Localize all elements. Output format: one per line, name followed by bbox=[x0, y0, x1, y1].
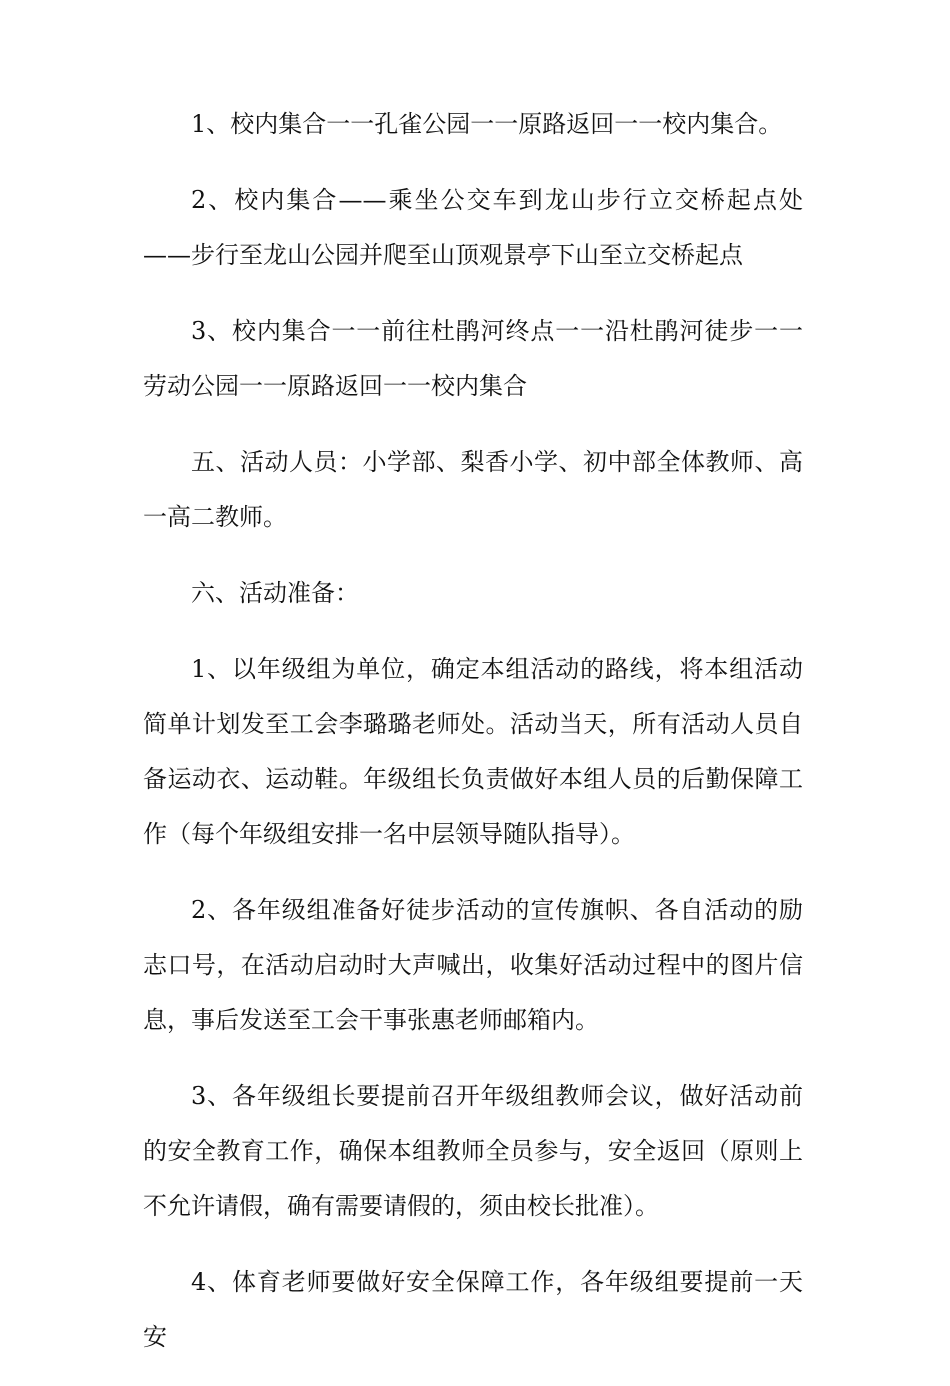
preparation-item-1: 1、以年级组为单位，确定本组活动的路线，将本组活动简单计划发至工会李璐璐老师处。活动当天，所有活动人员自备运动衣、运动鞋。年级组长负责做好本组人员的后勤保障工作（每个年级组安排一名中层领导随队指导）。 bbox=[143, 655, 803, 848]
route-item-3: 3、校内集合一一前往杜鹃河终点一一沿杜鹃河徒步一一劳动公园一一原路返回一一校内集合 bbox=[143, 317, 803, 400]
document-body bbox=[143, 97, 803, 1386]
preparation-item-2: 2、各年级组准备好徒步活动的宣传旗帜、各自活动的励志口号，在活动启动时大声喊出，收集好活动过程中的图片信息，事后发送至工会干事张惠老师邮箱内。 bbox=[143, 896, 803, 1034]
route-item-1: 1、校内集合一一孔雀公园一一原路返回一一校内集合。 bbox=[191, 110, 783, 138]
preparation-item-4: 4、体育老师要做好安全保障工作，各年级组要提前一天安 bbox=[143, 1268, 803, 1351]
section-preparation-heading: 六、活动准备： bbox=[191, 579, 359, 607]
preparation-item-3: 3、各年级组长要提前召开年级组教师会议，做好活动前的安全教育工作，确保本组教师全员参与，安全返回（原则上不允许请假，确有需要请假的，须由校长批准）。 bbox=[143, 1082, 803, 1220]
section-participants: 五、活动人员：小学部、梨香小学、初中部全体教师、高一高二教师。 bbox=[143, 448, 803, 531]
route-item-2: 2、校内集合——乘坐公交车到龙山步行立交桥起点处——步行至龙山公园并爬至山顶观景亭下山至立交桥起点 bbox=[143, 186, 803, 269]
